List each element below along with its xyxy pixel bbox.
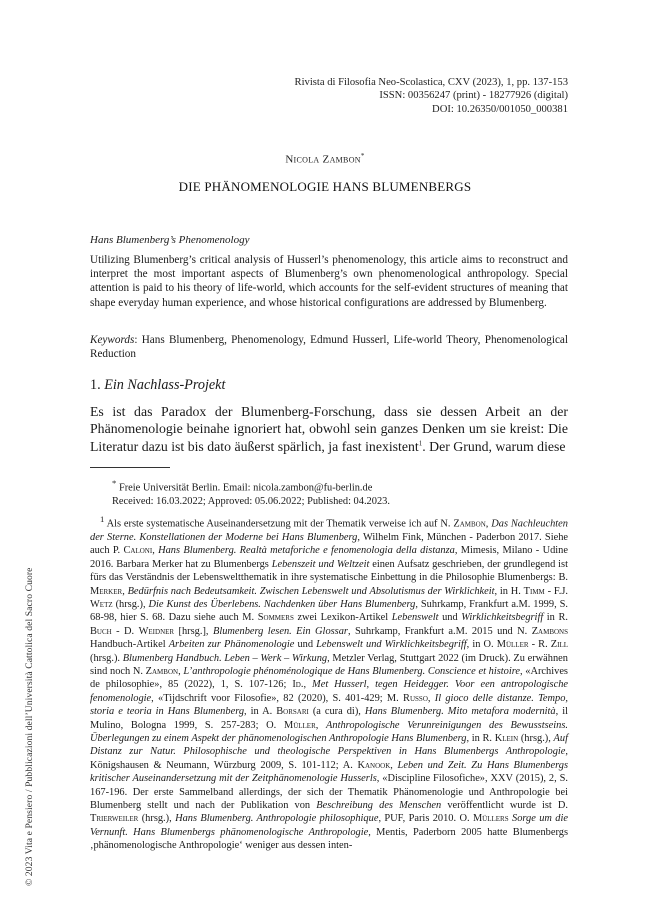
body-paragraph: [90, 403, 568, 455]
footnote-divider: [90, 467, 170, 468]
fn-work-title: Lebenswelt: [391, 612, 439, 624]
fn-work-title: Blumenberg Handbuch. Leben – Werk – Wirkung: [122, 652, 328, 664]
footnote-ref: 1: [418, 439, 423, 448]
fn-text: , il Mulino, Bologna 1999, S. 257-283; O.: [90, 706, 568, 731]
author-footnote-mark: *: [360, 152, 365, 160]
fn-author: Russo: [403, 692, 428, 704]
fn-author: Zambon: [453, 518, 486, 530]
body-text: Es ist das Paradox der Blumenberg-Forschung, dass sie dessen Arbeit an der Phänomenologie beinahe ignoriert hat, obwohl sein ganzes Denken um sie kreist: Die Literatur dazu ist bis dato äußerst spärlich, ja fast inexistent: [90, 404, 568, 454]
article-title: DIE PHÄNOMENOLOGIE HANS BLUMENBERGS: [178, 179, 472, 194]
footnote-number: 1: [100, 514, 105, 524]
submission-dates: Received: 16.03.2022; Approved: 05.06.2022; Published: 04.2023.: [112, 495, 390, 507]
fn-author: Zambons: [531, 625, 568, 637]
fn-text: [hrsg.],: [174, 625, 213, 637]
fn-text: , in O.: [466, 639, 497, 651]
fn-text: .,: [300, 679, 313, 691]
author-footnote-marker: *: [112, 478, 117, 488]
fn-text: (hrsg.),: [138, 813, 176, 825]
fn-text: ,: [427, 692, 435, 704]
fn-author: Buch: [90, 625, 112, 637]
fn-text: und: [294, 639, 317, 651]
keywords: [90, 333, 568, 361]
english-title: Hans Blumenberg’s Phenomenology: [90, 234, 250, 246]
fn-text: in R.: [543, 612, 568, 624]
fn-work-title: Hans Blumenberg. Mito metafora modernità: [364, 706, 556, 718]
fn-author: Borsari: [276, 706, 309, 718]
fn-author: Timm: [523, 585, 545, 597]
journal-doi: DOI: 10.26350/001050_000381: [432, 103, 568, 115]
fn-text: , Königshausen & Neumann, Würzburg 2009, S. 101-112; A.: [90, 746, 568, 771]
fn-text: (hrsg.),: [518, 732, 554, 744]
fn-text: , Suhrkamp, Frankfurt a.M. 2015 und N.: [347, 625, 532, 637]
fn-author: Müller: [496, 639, 529, 651]
fn-work-title: Met Husserl, tegen Heidegger. Voor een antropologische fenomenologie: [90, 679, 569, 704]
keywords-label: Keywords: [90, 334, 135, 346]
journal-header: [208, 76, 568, 116]
fn-work-title: Arbeiten zur Phänomenologie: [168, 639, 295, 651]
fn-text: ,: [152, 545, 159, 557]
fn-work-title: Das Nachleuchten der Sterne. Konstellationen der Moderne bei Hans Blumenberg: [90, 518, 568, 543]
fn-work-title: Lebenswelt und Wirklichkeitsbegriff: [316, 639, 467, 651]
fn-author: Müllers: [472, 813, 509, 825]
fn-text: , in H.: [494, 585, 524, 597]
fn-text: - R.: [528, 639, 551, 651]
fn-text: , in A.: [244, 706, 277, 718]
fn-text: ,: [315, 719, 327, 731]
author-footnote: [90, 477, 568, 508]
fn-text: (hrsg.),: [112, 598, 149, 610]
affiliation-text: Freie Universität Berlin. Email: nicola.zambon@fu-berlin.de: [118, 482, 373, 494]
fn-author: Sommers: [257, 612, 294, 624]
fn-author: Zill: [550, 639, 569, 651]
fn-text: Als erste systematische Auseinandersetzung mit der Thematik verweise ich auf N.: [106, 518, 454, 530]
keywords-text: : Hans Blumenberg, Phenomenology, Edmund Husserl, Life-world Theory, Phenomenological Reduction: [90, 334, 568, 361]
fn-work-title: Sorge um die Vernunft. Hans Blumenbergs phänomenologische Anthropologie: [90, 813, 568, 838]
fn-text: einen Aufsatz geschrieben, der grundlegend ist fürs das Verständnis der Lebensweltthematik in ihre systematische Einbettung in die Philosophie Blumenbergs: B.: [90, 558, 568, 584]
body-text-continued: . Der Grund, warum diese: [422, 438, 566, 454]
fn-text: Handbuch-Artikel: [90, 639, 169, 651]
fn-text: , Mimesis, Milano - Udine 2016. Barbara Merker hat zu Blumenbergs: [90, 545, 568, 570]
fn-work-title: Blumenberg lesen. Ein Glossar: [212, 625, 348, 637]
fn-work-title: Hans Blumenberg. Anthropologie philosophique: [175, 813, 379, 825]
journal-citation: Rivista di Filosofia Neo-Scolastica, CXV (2023), 1, pp. 137-153: [294, 77, 568, 88]
fn-text: ,: [485, 518, 492, 530]
fn-work-title: Auf Distanz zur Natur. Philosophische und theologische Perspektiven in Hans Blumenbergs Anthropologie: [90, 732, 568, 758]
fn-text: veröffentlicht wurde ist D.: [441, 800, 568, 811]
fn-text: (a cura di),: [308, 706, 365, 718]
author-line: [0, 152, 650, 166]
fn-text: - F.J.: [544, 585, 569, 597]
author-name: Nicola Zambon: [285, 153, 361, 166]
fn-work-title: Anthropologische Verunreinigungen des Bewusstseins. Überlegungen zu einem Aspekt der phänomenologischen Anthropologie Hans Blumenberg: [90, 719, 568, 744]
fn-author: Id: [292, 679, 301, 691]
fn-work-title: Bedürfnis nach Bedeutsamkeit. Zwischen Lebenswelt und Absolutismus der Wirklichkeit: [127, 585, 495, 597]
fn-text: und: [438, 612, 462, 624]
author-affiliation: [112, 477, 568, 495]
fn-work-title: Il gioco delle distanze. Tempo, storia e teoria in Hans Blumenberg: [90, 692, 569, 718]
fn-text: , «Discipline Filosofiche», XXV (2015), 2, S. 167-196. Der erste Sammelband allerdings, der sich der Thematik Phänomenologie und Anthropologie bei Blumenberg stellt und nach der Publikation von: [90, 773, 568, 811]
fn-text: (hrsg.).: [90, 652, 123, 664]
section-title: Ein Nachlass-Projekt: [104, 377, 226, 393]
footnote-1: [90, 513, 568, 853]
fn-author: Trierweiler: [90, 813, 139, 825]
fn-author: Müller: [283, 719, 316, 731]
section-heading: [90, 377, 568, 394]
fn-author: Kanook: [357, 759, 391, 771]
fn-text: , Wilhelm Fink, München - Paderbon 2017. Siehe auch P.: [90, 531, 568, 557]
section-number: 1.: [90, 377, 101, 393]
fn-text: , Metzler Verlag, Stuttgart 2022 (im Druck). Zu erwähnen sind noch N.: [90, 652, 568, 677]
fn-text: , «Tijdschrift voor Filosofie», 82 (2020), S. 401-429; M.: [151, 692, 404, 704]
fn-text: , PUF, Paris 2010. O.: [378, 813, 473, 825]
fn-work-title: Beschreibung des Menschen: [316, 800, 442, 811]
fn-text: , «Archives de philosophie», 85 (2022), 1, S. 107-126;: [90, 665, 568, 691]
fn-work-title: Leben und Zeit. Zu Hans Blumenbergs kritischer Auseinandersetzung mit der Zeitphänomenologie Husserls: [90, 759, 568, 785]
fn-text: , Mentis, Paderborn 2005 hatte Blumenbergs ‚phänomenologische Anthropologie‘ weniger aus dessen inten-: [90, 826, 568, 852]
journal-issn: ISSN: 00356247 (print) - 18277926 (digital): [379, 90, 568, 102]
fn-text: , in R.: [466, 732, 495, 744]
side-copyright: © 2023 Vita e Pensiero / Pubblicazioni dell’Università Cattolica del Sacro Cuore: [24, 567, 35, 886]
fn-text: zwei Lexikon-Artikel: [293, 612, 392, 624]
fn-work-title: Die Kunst des Überlebens. Nachdenken über Hans Blumenberg: [148, 598, 416, 610]
fn-work-title: Lebenszeit und Weltzeit: [271, 558, 370, 570]
fn-text: , Suhrkamp, Frankfurt a.M. 1999, S. 68-98, hier S. 68. Dazu siehe auch M.: [90, 598, 568, 624]
fn-work-title: L’anthropologie phénoménologique de Hans Blumenberg. Conscience et histoire: [183, 665, 520, 677]
fn-text: ,: [390, 759, 398, 771]
fn-work-title: Wirklichkeitsbegriff: [461, 612, 544, 624]
fn-work-title: Hans Blumenberg. Realtà metaforiche e fenomenologia della distanza: [158, 545, 455, 557]
abstract: Utilizing Blumenberg’s critical analysis of Husserl’s phenomenology, this article aims to reconstruct and interpret the most important aspects of Blumenberg’s own phenomenological anthropology. Special attention is paid to his theory of life-world, which accounts for the self-evident structures of meaning that shape everyday human experience, and whose historical configurations are addressed by Blumenberg.: [90, 254, 568, 309]
fn-text: ,: [178, 665, 184, 677]
fn-author: Caloni: [123, 545, 153, 557]
fn-author: Wetz: [90, 598, 113, 610]
fn-author: Zambon: [145, 665, 179, 677]
fn-author: Merker: [90, 585, 123, 597]
fn-text: - D.: [111, 625, 139, 637]
fn-author: Weidner: [138, 625, 175, 637]
fn-text: ,: [122, 585, 128, 597]
fn-author: Klein: [494, 732, 519, 744]
